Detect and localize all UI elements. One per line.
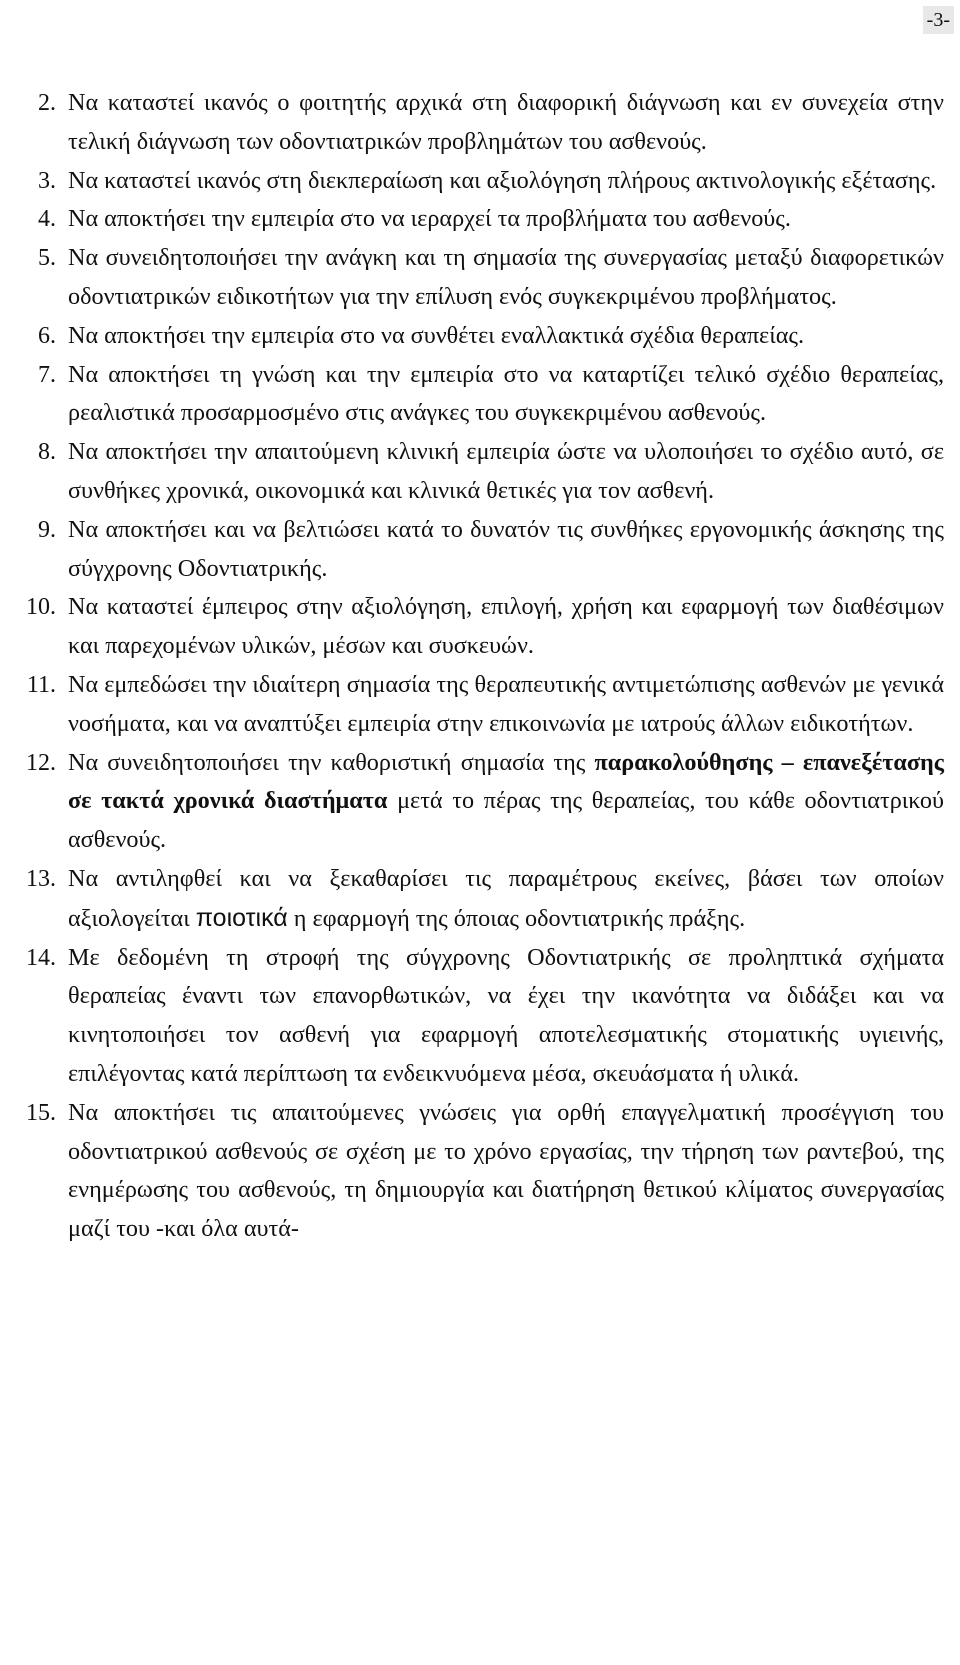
sans-serif-word: ποιοτικά [195,903,288,932]
item-number: 11. [26,671,56,698]
item-number: 4. [38,206,56,233]
item-text-part: Να συνειδητοποιήσει την καθοριστική σημασία της [68,748,595,776]
list-item [12,666,944,744]
list-item [12,939,944,1094]
list-item [12,433,944,511]
item-number: 8. [38,439,56,466]
list-item [12,200,944,239]
list-item [12,239,944,317]
item-number: 12. [26,749,56,776]
list-item [12,84,944,162]
item-text: Να καταστεί έμπειρος στην αξιολόγηση, επιλογή, χρήση και εφαρμογή των διαθέσιμων και παρεχομένων υλικών, μέσων και συσκευών. [68,593,944,660]
item-text: Να καταστεί ικανός στη διεκπεραίωση και αξιολόγηση πλήρους ακτινολογικής εξέτασης. [68,166,937,194]
item-number: 13. [26,865,56,892]
list-item [12,356,944,434]
objectives-list [12,84,944,1249]
item-text-part: η εφαρμογή της όποιας οδοντιατρικής πράξης. [287,904,746,932]
item-number: 2. [38,90,56,116]
item-text: Να αποκτήσει τη γνώση και την εμπειρία στο να καταρτίζει τελικό σχέδιο θεραπείας, ρεαλιστικά προσαρμοσμένο στις ανάγκες του συγκεκριμένου ασθενούς. [68,360,944,427]
item-number: 9. [38,516,56,543]
item-text-part: μετά το πέρας της θεραπείας, του κάθε οδοντιατρικού ασθενούς. [68,787,945,854]
list-item [12,744,944,860]
list-item [12,317,944,356]
item-number: 10. [26,594,56,621]
item-text [68,860,944,939]
list-item [12,860,944,939]
item-text: Να αποκτήσει την απαιτούμενη κλινική εμπειρία ώστε να υλοποιήσει το σχέδιο αυτό, σε συνθήκες χρονικά, οικονομικά και κλινικά θετικές για τον ασθενή. [68,438,944,504]
emphasized-text: παρακολούθησης – επανεξέτασης σε τακτά χρονικά διαστήματα [68,748,944,815]
item-number: 3. [38,167,56,194]
item-number: 6. [38,322,56,349]
page-number: -3- [923,6,954,34]
item-text: Με δεδομένη τη στροφή της σύγχρονης Οδοντιατρικής σε προληπτικά σχήματα θεραπείας έναντι των επανορθωτικών, να έχει την ικανότητα να διδάξει και να κινητοποιήσει τον ασθενή για εφαρμογή αποτελεσματικής στοματικής υγιεινής, επιλέγοντας κατά περίπτωση τα ενδεικνυόμενα μέσα, σκευάσματα ή υλικά. [68,943,944,1087]
item-text [68,744,944,860]
item-text: Να καταστεί ικανός ο φοιτητής αρχικά στη διαφορική διάγνωση και εν συνεχεία στην τελική διάγνωση των οδοντιατρικών προβλημάτων του ασθενούς. [68,89,944,155]
item-text: Να αποκτήσει τις απαιτούμενες γνώσεις για ορθή επαγγελματική προσέγγιση του οδοντιατρικού ασθενούς σε σχέση με το χρόνο εργασίας, την τήρηση των ραντεβού, της ενημέρωσης του ασθενούς, τη δημιουργία και διατήρηση θετικού κλίματος συνεργασίας μαζί του -και όλα αυτά- [68,1098,944,1243]
item-text: Να αποκτήσει και να βελτιώσει κατά το δυνατόν τις συνθήκες εργονομικής άσκησης της σύγχρονης Οδοντιατρικής. [68,515,944,582]
item-text: Να αποκτήσει την εμπειρία στο να συνθέτει εναλλακτικά σχέδια θεραπείας. [68,321,805,349]
list-item [12,511,944,589]
item-text: Να συνειδητοποιήσει την ανάγκη και τη σημασία της συνεργασίας μεταξύ διαφορετικών οδοντιατρικών ειδικοτήτων για την επίλυση ενός συγκεκριμένου προβλήματος. [68,244,944,310]
list-item [12,588,944,666]
list-item [12,162,944,201]
item-text: Να αποκτήσει την εμπειρία στο να ιεραρχεί τα προβλήματα του ασθενούς. [68,205,791,233]
item-number: 5. [38,245,56,272]
item-number: 15. [26,1099,56,1126]
item-text-part: Να αντιληφθεί και να ξεκαθαρίσει τις παραμέτρους εκείνες, βάσει των οποίων αξιολογείται [68,864,944,932]
item-text: Να εμπεδώσει την ιδιαίτερη σημασία της θεραπευτικής αντιμετώπισης ασθενών με γενικά νοσήματα, και να αναπτύξει εμπειρία στην επικοινωνία με ιατρούς άλλων ειδικοτήτων. [68,670,944,737]
item-number: 14. [26,944,56,971]
list-item [12,1094,944,1249]
item-number: 7. [38,361,56,388]
